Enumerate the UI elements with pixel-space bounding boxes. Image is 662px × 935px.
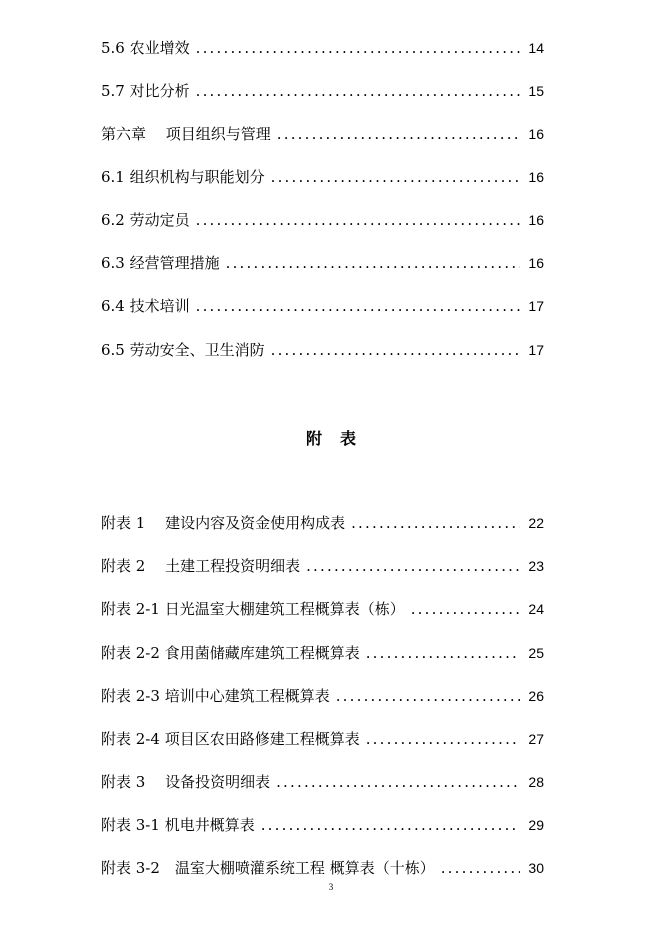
appendix-entry-title: 附表 2-3 培训中心建筑工程概算表 — [101, 687, 330, 705]
toc-leader-dots — [351, 512, 520, 534]
toc-entry-title: 5.7 对比分析 — [101, 82, 190, 100]
toc-entry-page: 16 — [528, 212, 544, 228]
toc-entry[interactable] — [101, 252, 544, 274]
appendix-entry[interactable] — [101, 685, 544, 707]
toc-entry-title: 6.1 组织机构与职能划分 — [101, 168, 265, 186]
toc-leader-dots — [196, 80, 520, 102]
toc-entry-page: 17 — [528, 298, 544, 314]
appendix-entry-page: 29 — [528, 817, 544, 833]
appendix-entry-title: 附表 1 建设内容及资金使用构成表 — [101, 514, 346, 532]
appendix-heading: 附表 — [305, 429, 374, 448]
toc-leader-dots — [366, 728, 520, 750]
toc-entry-page: 17 — [528, 342, 544, 358]
appendix-entry-page: 22 — [528, 515, 544, 531]
appendix-entry-title: 附表 3 设备投资明细表 — [101, 773, 271, 791]
toc-entry-title: 5.6 农业增效 — [101, 39, 190, 57]
appendix-entry-title: 附表 2-2 食用菌储藏库建筑工程概算表 — [101, 644, 360, 662]
toc-leader-dots — [261, 814, 520, 836]
toc-leader-dots — [411, 598, 520, 620]
toc-entry[interactable] — [101, 209, 544, 231]
appendix-entry[interactable] — [101, 642, 544, 664]
appendix-entry-page: 25 — [528, 645, 544, 661]
toc-entry-page: 16 — [528, 126, 544, 142]
toc-leader-dots — [196, 209, 520, 231]
appendix-entry[interactable] — [101, 857, 544, 879]
appendix-entry[interactable] — [101, 555, 544, 577]
appendix-entry[interactable] — [101, 771, 544, 793]
toc-entry-page: 15 — [528, 83, 544, 99]
toc-leader-dots — [441, 857, 520, 879]
toc-entry[interactable] — [101, 123, 544, 145]
appendix-entry-page: 30 — [528, 860, 544, 876]
toc-leader-dots — [276, 771, 520, 793]
appendix-entry-page: 27 — [528, 731, 544, 747]
toc-entry-title: 6.5 劳动安全、卫生消防 — [101, 341, 265, 359]
toc-entry[interactable] — [101, 339, 544, 361]
appendix-entry-title: 附表 2-4 项目区农田路修建工程概算表 — [101, 730, 360, 748]
appendix-entry[interactable] — [101, 814, 544, 836]
toc-entry-title: 第六章 项目组织与管理 — [101, 125, 271, 143]
toc-entry[interactable] — [101, 37, 544, 59]
appendix-entry-title: 附表 2 土建工程投资明细表 — [101, 557, 301, 575]
toc-entry-title: 6.4 技术培训 — [101, 297, 190, 315]
appendix-entry-title: 附表 2-1 日光温室大棚建筑工程概算表（栋） — [101, 600, 405, 618]
appendix-entry-page: 26 — [528, 688, 544, 704]
toc-entry-title: 6.3 经营管理措施 — [101, 254, 220, 272]
toc-entry-page: 16 — [528, 255, 544, 271]
toc-leader-dots — [306, 555, 520, 577]
appendix-entry-page: 28 — [528, 774, 544, 790]
appendix-entry-page: 23 — [528, 558, 544, 574]
toc-entry[interactable] — [101, 80, 544, 102]
appendix-entry[interactable] — [101, 598, 544, 620]
toc-leader-dots — [366, 642, 520, 664]
toc-leader-dots — [277, 123, 520, 145]
toc-leader-dots — [196, 295, 520, 317]
appendix-entry[interactable] — [101, 512, 544, 534]
appendix-entry-title: 附表 3-1 机电井概算表 — [101, 816, 255, 834]
toc-entry-title: 6.2 劳动定员 — [101, 211, 190, 229]
page-number: 3 — [328, 882, 334, 892]
appendix-entry-page: 24 — [528, 601, 544, 617]
toc-leader-dots — [271, 339, 520, 361]
toc-entry-page: 14 — [528, 40, 544, 56]
toc-leader-dots — [271, 166, 520, 188]
toc-entry-page: 16 — [528, 169, 544, 185]
appendix-entry-title: 附表 3-2 温室大棚喷灌系统工程 概算表（十栋） — [101, 859, 435, 877]
toc-entry[interactable] — [101, 295, 544, 317]
toc-leader-dots — [226, 252, 520, 274]
toc-leader-dots — [196, 37, 520, 59]
toc-leader-dots — [336, 685, 520, 707]
appendix-entry[interactable] — [101, 728, 544, 750]
toc-entry[interactable] — [101, 166, 544, 188]
